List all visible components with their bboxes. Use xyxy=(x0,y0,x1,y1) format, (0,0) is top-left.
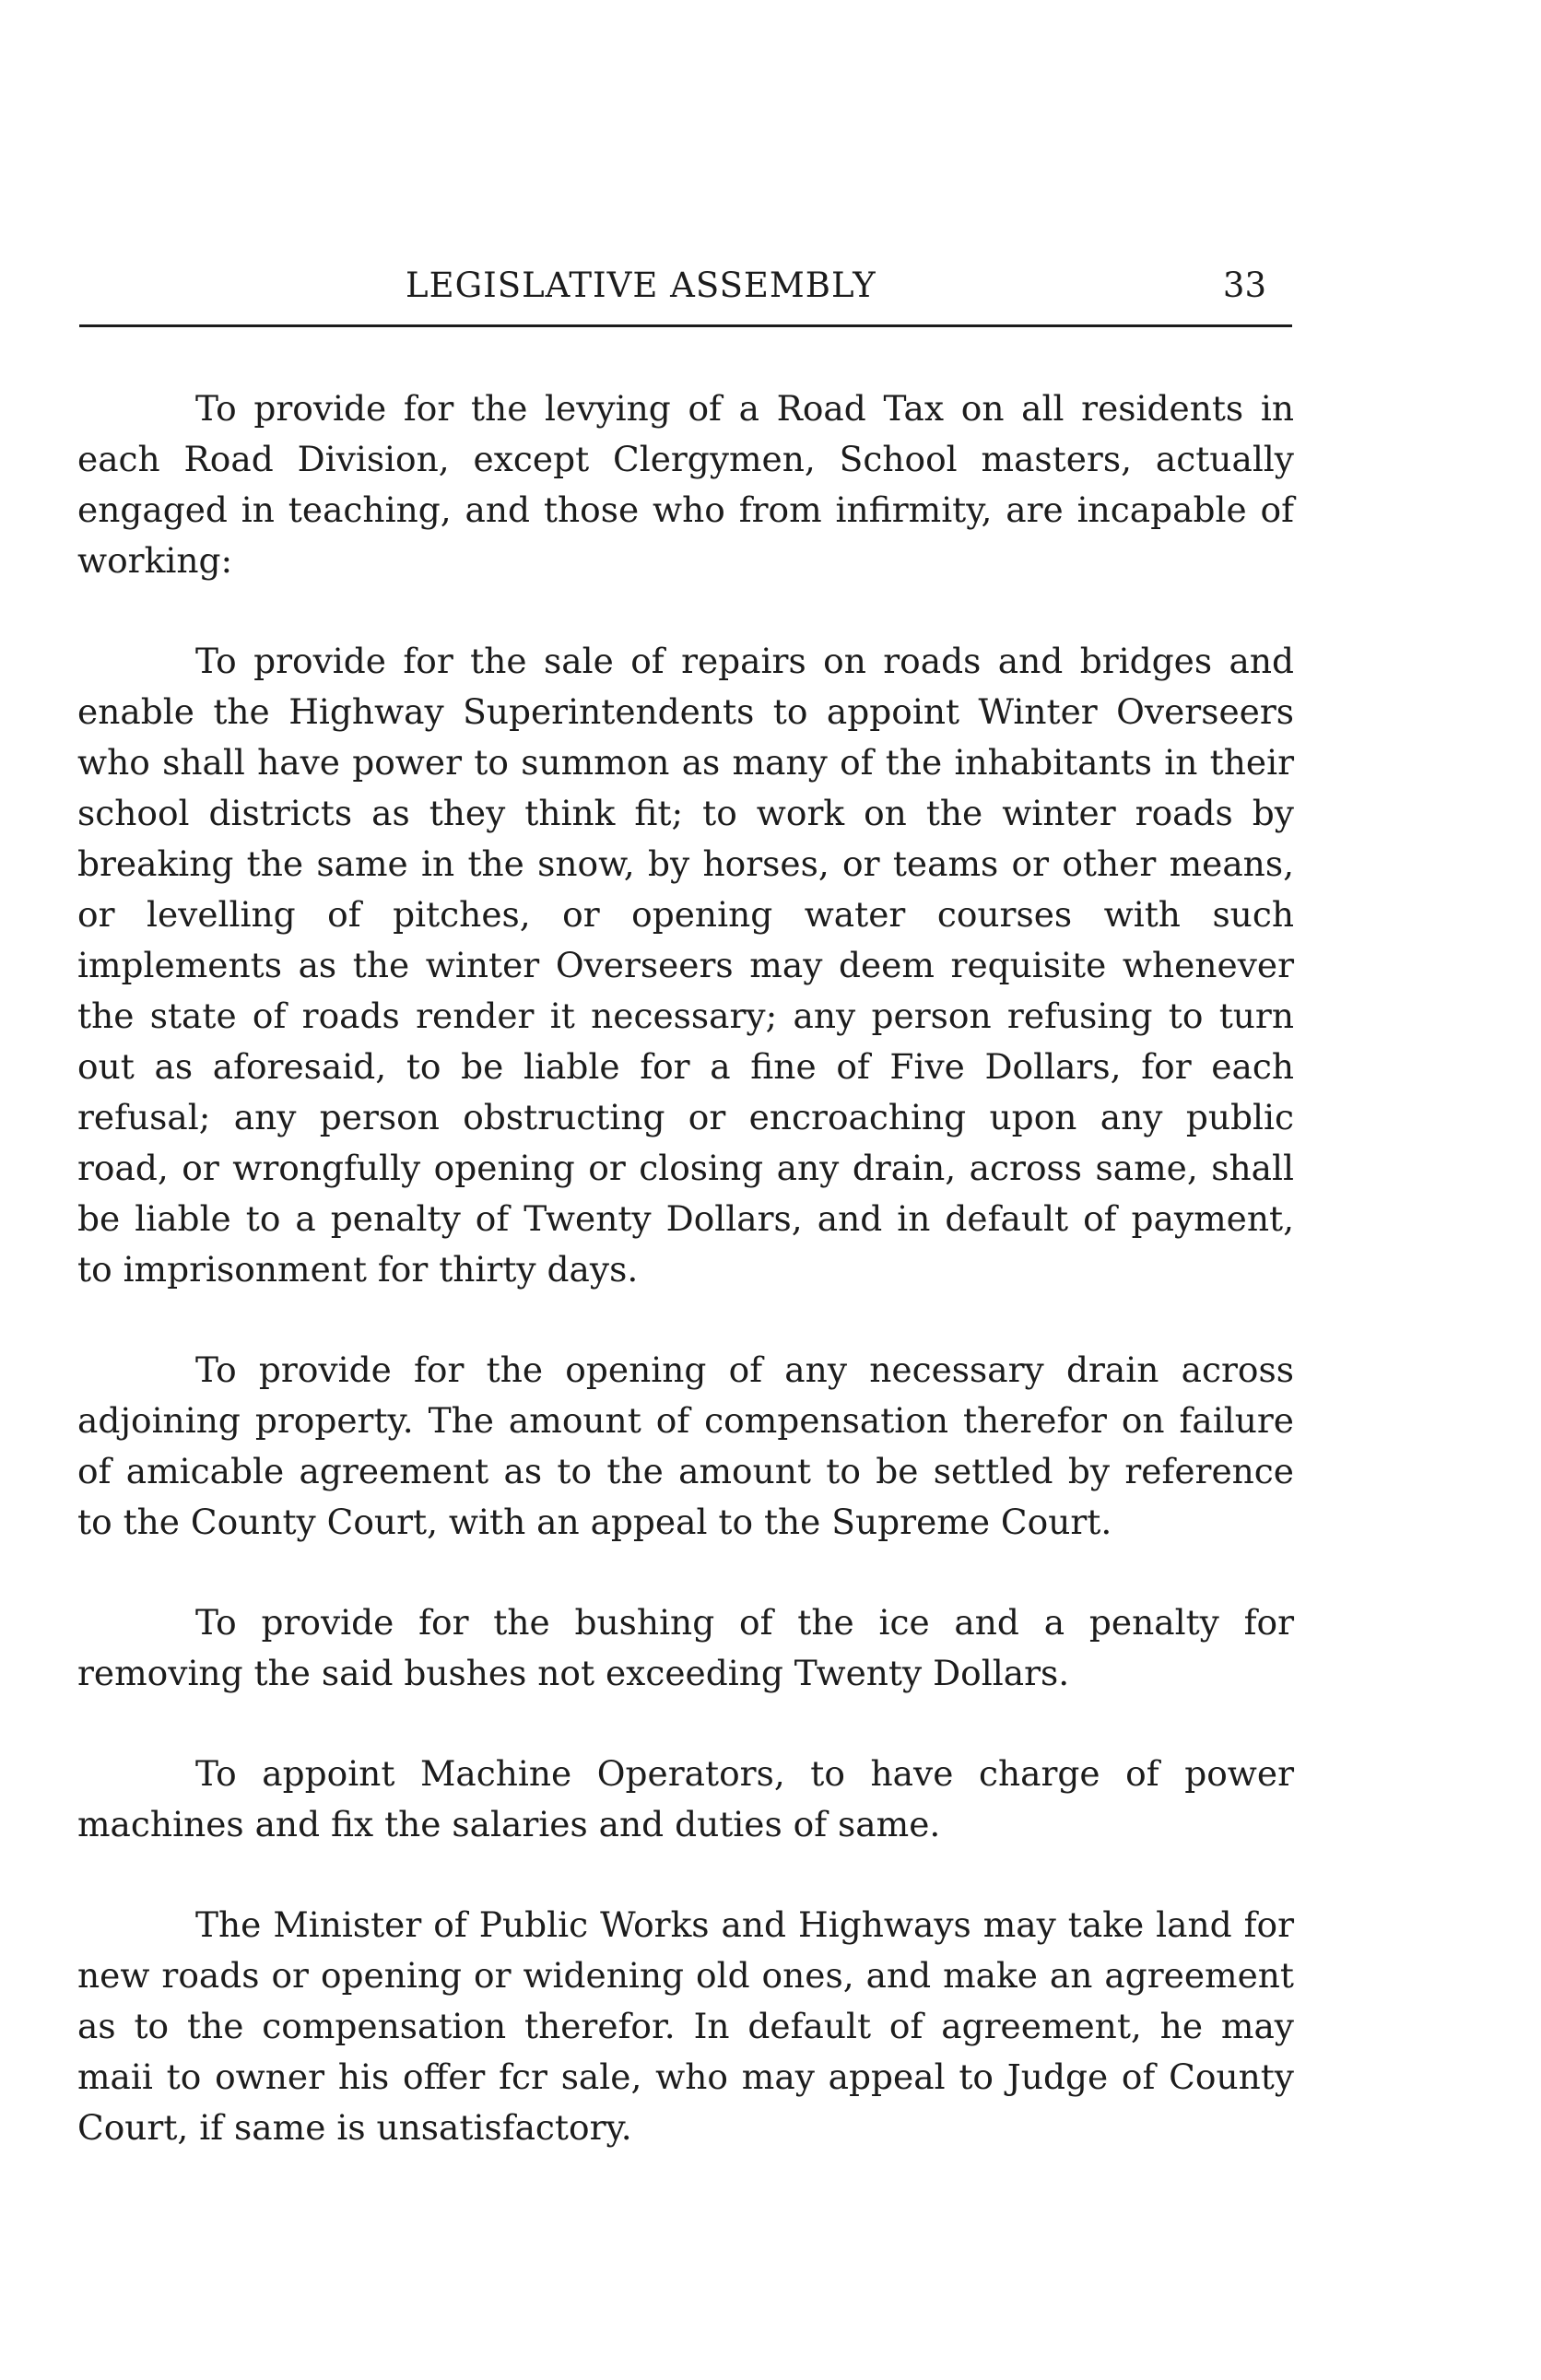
running-title: LEGISLATIVE ASSEMBLY xyxy=(406,265,876,305)
running-head xyxy=(77,260,1294,312)
paragraph-road-tax: To provide for the levying of a Road Tax on all residents in each Road Division, except Clergymen, School masters, actually engaged in teaching, and those who from infirmity, are incapable of working: xyxy=(77,388,1294,581)
paragraph-ice-bushing: To provide for the bushing of the ice and a penalty for removing the said bushes not exceeding Twenty Dollars. xyxy=(77,1602,1294,1693)
page-number: 33 xyxy=(1222,265,1266,305)
header-rule xyxy=(79,324,1292,327)
paragraph-machine-operators: To appoint Machine Operators, to have charge of power machines and fix the salaries and duties of same. xyxy=(77,1753,1294,1844)
paragraph-land-taking: The Minister of Public Works and Highways may take land for new roads or opening or widening old ones, and make an agreement as to the compensation therefor. In default of agreement, he may maii to owner his offer fcr sale, who may appeal to Judge of County Court, if same is unsatisfactory. xyxy=(77,1904,1294,2148)
document-page xyxy=(77,0,1294,2380)
paragraph-winter-overseers: To provide for the sale of repairs on roads and bridges and enable the Highway Superintendents to appoint Winter Overseers who shall have power to summon as many of the inhabitants in their school districts as they think fit; to work on the winter roads by breaking the same in the snow, by horses, or teams or other means, or levelling of pitches, or opening water courses with such implements as the winter Overseers may deem requisite whenever the state of roads render it necessary; any person refusing to turn out as aforesaid, to be liable for a fine of Five Dollars, for each refusal; any person obstructing or encroaching upon any public road, or wrongfully opening or closing any drain, across same, shall be liable to a penalty of Twenty Dollars, and in default of payment, to imprisonment for thirty days. xyxy=(77,641,1294,1290)
body-text xyxy=(77,383,1294,2203)
paragraph-drains: To provide for the opening of any necessary drain across adjoining property. The amount of compensation therefor on failure of amicable agreement as to the amount to be settled by reference to the County Court, with an appeal to the Supreme Court. xyxy=(77,1349,1294,1542)
